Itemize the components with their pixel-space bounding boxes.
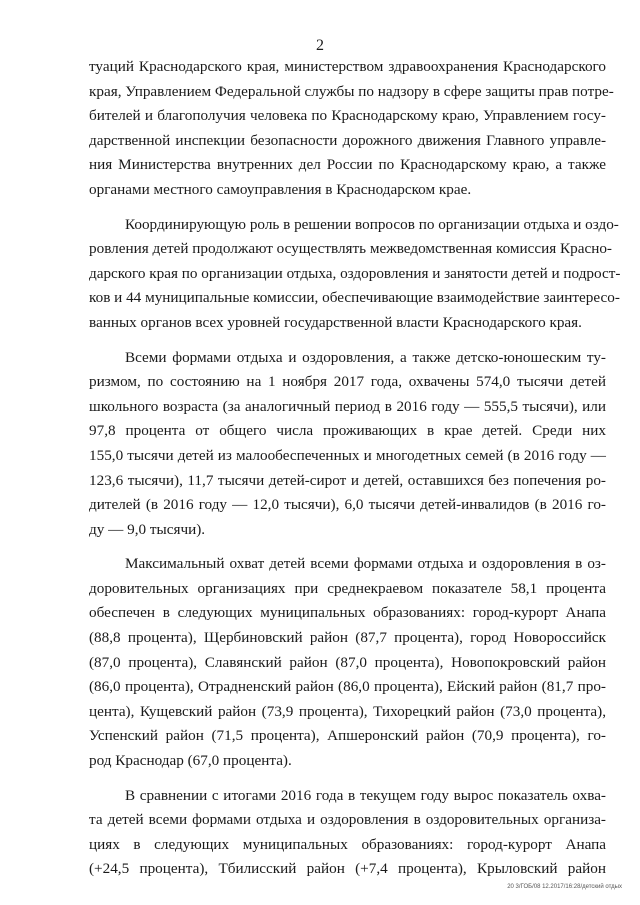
paragraph-4-line: Максимальный охват детей всеми формами отдыха и оздоровления в оз-	[125, 555, 606, 573]
paragraph-3-line: школьного возраста (за аналогичный период в 2016 году — 555,5 тысячи), или	[89, 397, 606, 415]
paragraph-2-line: дарского края по организации отдыха, оздоровления и занятости детей и подрост-	[89, 264, 621, 282]
paragraph-4-line: цента), Кущевский район (73,9 процента), Тихорецкий район (73,0 процента),	[89, 702, 606, 720]
paragraph-4-line: (87,0 процента), Славянский район (87,0 процента), Новопокровский район	[89, 653, 606, 671]
paragraph-2-line: ков и 44 муниципальные комиссии, обеспечивающие взаимодействие заинтересо-	[89, 289, 620, 307]
paragraph-5-line: циях в следующих муниципальных образованиях: город-курорт Анапа	[89, 835, 606, 853]
paragraph-1-line: бителей и благополучия человека по Краснодарскому краю, Управлением госу-	[89, 107, 606, 125]
paragraph-3-line: дителей (в 2016 году — 12,0 тысячи), 6,0 тысячи детей-инвалидов (в 2016 го-	[89, 496, 606, 514]
paragraph-1-line: края, Управлением Федеральной службы по надзору в сфере защиты прав потре-	[89, 82, 614, 100]
paragraph-4-line: доровительных организациях при среднекраевом показателе 58,1 процента	[89, 579, 606, 597]
paragraph-4-line: (86,0 процента), Отрадненский район (86,0 процента), Ейский район (81,7 про-	[89, 678, 606, 696]
paragraph-5-line: (+24,5 процента), Тбилисский район (+7,4 процента), Крыловский район	[89, 860, 606, 878]
paragraph-3-line: ризмом, по состоянию на 1 ноября 2017 года, охвачены 574,0 тысячи детей	[89, 373, 606, 391]
paragraph-4-line: Успенский район (71,5 процента), Апшеронский район (70,9 процента), го-	[89, 727, 606, 745]
paragraph-4-line: обеспечен в следующих муниципальных образованиях: город-курорт Анапа	[89, 604, 606, 622]
page-number: 2	[316, 37, 324, 54]
paragraph-1-line: органами местного самоуправления в Краснодарском крае.	[89, 180, 472, 198]
paragraph-1-line: туаций Краснодарского края, министерством здравоохранения Краснодарского	[89, 58, 606, 75]
paragraph-1-line: ния Министерства внутренних дел России по Краснодарскому краю, а также	[89, 156, 606, 174]
paragraph-3-line: 97,8 процента от общего числа проживающих в крае детей. Среди них	[89, 422, 606, 440]
paragraph-5-line: та детей всеми формами отдыха и оздоровления в оздоровительных организа-	[89, 811, 606, 829]
paragraph-2-line: ровления детей продолжают осуществлять межведомственная комиссия Красно-	[89, 240, 612, 258]
paragraph-2-line: Координирующую роль в решении вопросов по организации отдыха и оздо-	[125, 215, 619, 233]
body-text	[89, 55, 621, 882]
document-footer-code: 20 3/ГОБ/08 12.2017/16:28/детский отдых	[507, 884, 622, 890]
paragraph-3-line: 123,6 тысячи), 11,7 тысячи детей-сирот и детей, оставшихся без попечения ро-	[89, 471, 606, 489]
paragraph-1-line: дарственной инспекции безопасности дорожного движения Главного управле-	[89, 131, 606, 149]
paragraph-3-line: 155,0 тысячи детей из малообеспеченных и многодетных семей (в 2016 году —	[89, 446, 606, 464]
paragraph-3-line: Всеми формами отдыха и оздоровления, а также детско-юношеским ту-	[125, 348, 606, 366]
paragraph-4-line: (88,8 процента), Щербиновский район (87,7 процента), город Новороссийск	[89, 629, 606, 647]
paragraph-2-line: ванных органов всех уровней государственной власти Краснодарского края.	[89, 313, 582, 331]
paragraph-3-line: ду — 9,0 тысячи).	[89, 520, 206, 538]
paragraph-4-line: род Краснодар (67,0 процента).	[89, 752, 292, 770]
paragraph-5-line: В сравнении с итогами 2016 года в текущем году вырос показатель охва-	[125, 786, 606, 804]
